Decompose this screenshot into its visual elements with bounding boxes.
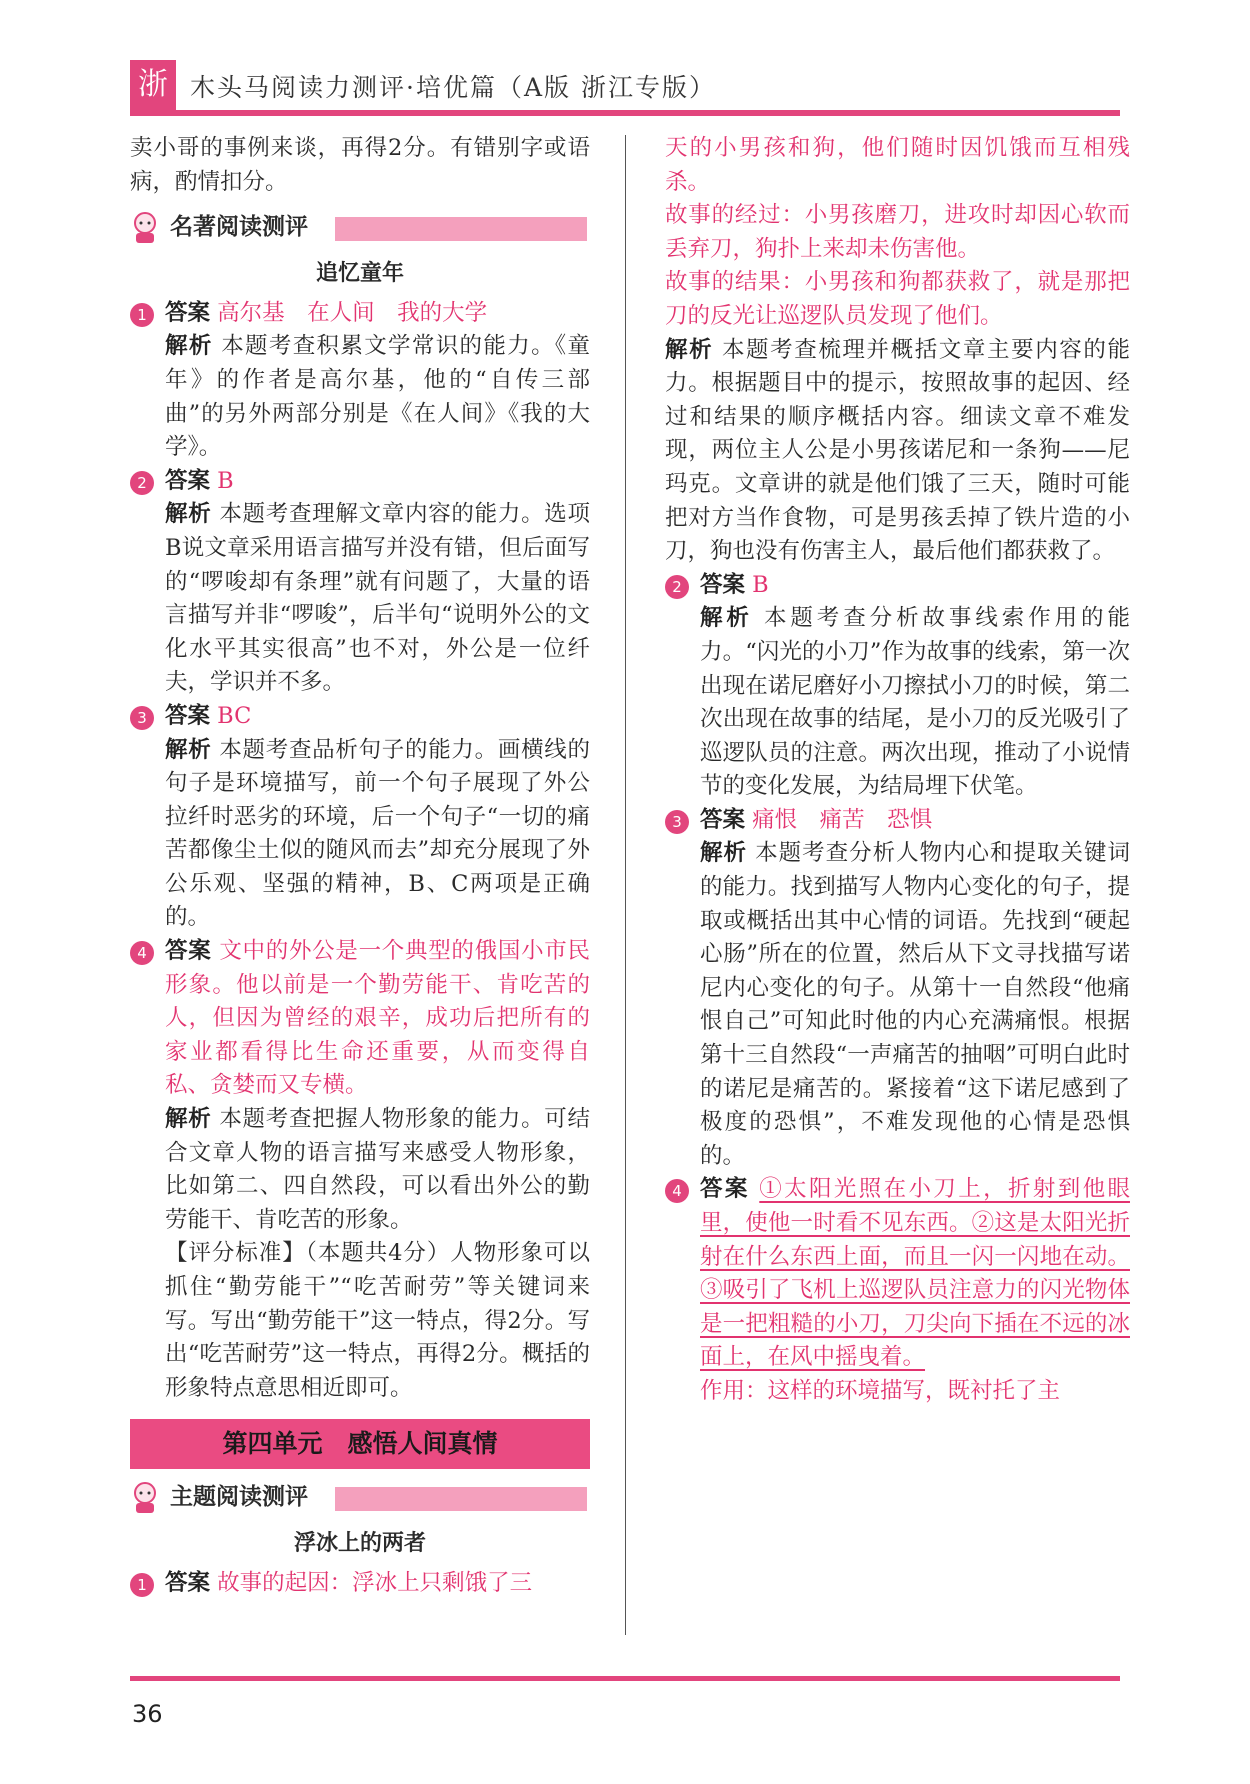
question-2 (130, 465, 590, 499)
answer-label: 答案 (165, 299, 211, 326)
analysis-label: 解析 (700, 840, 747, 867)
reader-avatar-icon (130, 1481, 160, 1515)
analysis-2 (130, 498, 590, 700)
story-title: 追忆童年 (315, 261, 404, 287)
analysis-label: 解析 (165, 736, 212, 763)
question-r3 (665, 804, 1130, 838)
answer-text: B (752, 571, 769, 598)
answer-text: B (217, 467, 234, 494)
story-title: 浮冰上的两者 (293, 1531, 426, 1557)
analysis-label: 解析 (165, 501, 212, 528)
section-bar (335, 217, 587, 241)
analysis-text: 本题考查积累文学常识的能力。《童年》的作者是高尔基，他的“自传三部曲”的另外两部分别是《在人间》《我的大学》。 (165, 333, 590, 461)
question-number: 4 (130, 941, 154, 965)
question-1 (130, 297, 590, 331)
analysis-3 (130, 734, 590, 936)
function-note: 作用：这样的环境描写，既衬托了主 (700, 1377, 1061, 1404)
analysis-text: 本题考查理解文章内容的能力。选项B说文章采用语言描写并没有错，但后面写的“啰唆却有条理”就有问题了，大量的语言描写并非“啰唆”，后半句“说明外公的文化水平其实很高”也不对，外公是一位纤夫，学识并不多。 (165, 501, 590, 696)
answer-text: 文中的外公是一个典型的俄国小市民形象。他以前是一个勤劳能干、肯吃苦的人，但因为曾经的艰辛，成功后把所有的家业都看得比生命还重要，从而变得自私、贪婪而又专横。 (165, 938, 590, 1099)
answer-text: 痛恨 痛苦 恐惧 (752, 806, 933, 833)
answer-continued: 天的小男孩和狗，他们随时因饥饿而互相残杀。 (665, 135, 1130, 195)
question-number: 2 (665, 575, 689, 599)
analysis-label: 解析 (165, 1106, 212, 1133)
page-header (130, 60, 1120, 116)
question-number: 3 (130, 706, 154, 730)
province-badge: 浙 (130, 60, 176, 110)
question-r2 (665, 569, 1130, 603)
analysis-text: 本题考查分析故事线索作用的能力。“闪光的小刀”作为故事的线索，第一次出现在诺尼磨好小刀擦拭小刀的时候，第二次出现在故事的结尾，是小刀的反光吸引了巡逻队员的注意。两次出现，推动了小说情节的变化发展，为结局埋下伏笔。 (700, 605, 1130, 800)
analysis-label: 解析 (665, 336, 714, 363)
right-column (665, 132, 1130, 1409)
intro-text: 卖小哥的事例来谈，再得2分。有错别字或语病，酌情扣分。 (130, 135, 590, 195)
analysis-r3 (665, 837, 1130, 1173)
question-number: 1 (130, 1573, 154, 1597)
answer-label: 答案 (165, 702, 211, 729)
answer-label: 答案 (165, 1569, 211, 1596)
analysis-4 (130, 1103, 590, 1237)
analysis-label: 解析 (700, 605, 753, 632)
answer-text: 故事的起因：浮冰上只剩饿了三 (217, 1569, 533, 1596)
analysis-r2 (665, 602, 1130, 804)
answer-label: 答案 (700, 1176, 750, 1203)
answer-label: 答案 (165, 467, 211, 494)
reader-avatar-icon (130, 211, 160, 245)
section-bar (335, 1487, 587, 1511)
scoring-criteria: 【评分标准】（本题共4分）人物形象可以抓住“勤劳能干”“吃苦耐劳”等关键词来写。写出“勤劳能干”这一特点，得2分。写出“吃苦耐劳”这一特点，再得2分。概括的形象特点意思相近即可。 (165, 1240, 590, 1401)
analysis-text: 本题考查品析句子的能力。画横线的句子是环境描写，前一个句子展现了外公拉纤时恶劣的环境，后一个句子“一切的痛苦都像尘土似的随风而去”却充分展现了外公乐观、坚强的精神，B、C两项是正确的。 (165, 736, 590, 931)
question-number: 3 (665, 810, 689, 834)
story-result: 故事的结果：小男孩和狗都获救了，就是那把刀的反光让巡逻队员发现了他们。 (665, 269, 1130, 329)
answer-label: 答案 (165, 938, 212, 965)
header-rule (130, 110, 1120, 116)
page-number: 36 (132, 1700, 163, 1728)
analysis-label: 解析 (165, 333, 213, 360)
answer-text: BC (217, 702, 252, 729)
analysis-text: 本题考查把握人物形象的能力。可结合文章人物的语言描写来感受人物形象，比如第二、四自然段，可以看出外公的勤劳能干、肯吃苦的形象。 (165, 1106, 590, 1233)
analysis-1 (130, 330, 590, 464)
question-number: 1 (130, 303, 154, 327)
section-title: 名著阅读测评 (170, 214, 308, 241)
analysis-r1 (665, 334, 1130, 569)
question-number: 2 (130, 471, 154, 495)
question-3 (130, 700, 590, 734)
answer-label: 答案 (700, 571, 746, 598)
book-title: 木头马阅读力测评·培优篇（A版 浙江专版） (190, 73, 716, 102)
question-4 (130, 935, 590, 1103)
analysis-text: 本题考查分析人物内心和提取关键词的能力。找到描写人物内心变化的句子，提取或概括出其中心情的词语。先找到“硬起心肠”所在的位置，然后从下文寻找描写诺尼内心变化的句子。从第十一自然段“他痛恨自己”可知此时他的内心充满痛恨。根据第十三自然段“一声痛苦的抽咽”可明白此时的诺尼是痛苦的。紧接着“这下诺尼感到了极度的恐惧”，不难发现他的心情是恐惧的。 (700, 840, 1130, 1169)
answer-text: 高尔基 在人间 我的大学 (217, 299, 488, 326)
answer-text: ①太阳光照在小刀上，折射到他眼里，使他一时看不见东西。②这是太阳光折射在什么东西上面，而且一闪一闪地在动。③吸引了飞机上巡逻队员注意力的闪光物体是一把粗糙的小刀，刀尖向下插在不远的冰面上，在风中摇曳着。 (700, 1176, 1130, 1371)
answer-label: 答案 (700, 806, 746, 833)
question-r4 (665, 1173, 1130, 1375)
story-process: 故事的经过：小男孩磨刀，进攻时却因心软而丢弃刀，狗扑上来却未伤害他。 (665, 202, 1130, 262)
section-famous-works (130, 209, 590, 249)
analysis-text: 本题考查梳理并概括文章主要内容的能力。根据题目中的提示，按照故事的起因、经过和结果的顺序概括内容。细读文章不难发现，两位主人公是小男孩诺尼和一条狗——尼玛克。文章讲的就是他们饿了三天，随时可能把对方当作食物，可是男孩丢掉了铁片造的小刀，狗也没有伤害主人，最后他们都获救了。 (665, 336, 1130, 565)
section-title: 主题阅读测评 (170, 1484, 308, 1511)
left-column (130, 132, 590, 1601)
footer-rule (130, 1676, 1120, 1681)
unit-banner: 第四单元 感悟人间真情 (130, 1419, 590, 1469)
column-divider (625, 135, 626, 1635)
question-number: 4 (665, 1179, 689, 1203)
question-5 (130, 1567, 590, 1601)
section-theme-reading (130, 1479, 590, 1519)
